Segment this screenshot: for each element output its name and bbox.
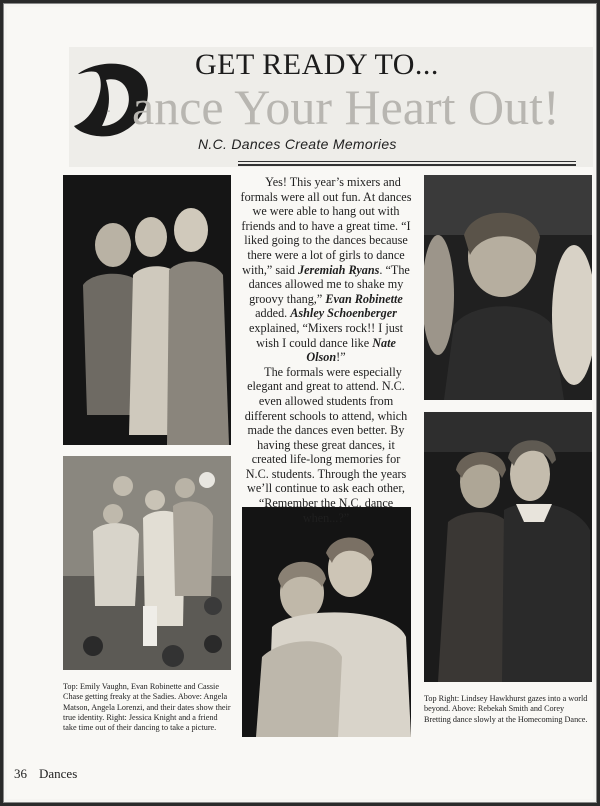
article-paragraph-1: Yes! This year’s mixers and formals were all out fun. At dances we were able to hang out with friends and to have a great time. “I liked going to the dances because there were a lot of girls to dance with,” said Jeremiah Ryans. “The dances allowed me to shake my groovy thang,” Evan Robinette added. Ashley Schoenberger explained, “Mixers rock!! I just wish I could dance like Nate Olson!”: [240, 175, 412, 365]
page-number: 36: [14, 766, 27, 781]
header-rule-thin: [238, 161, 576, 162]
section-name: Dances: [39, 766, 78, 781]
drop-cap-letter: D: [108, 111, 110, 113]
student-name: Evan Robinette: [325, 291, 403, 306]
caption-right: Top Right: Lindsey Hawkhurst gazes into a world beyond. Above: Rebekah Smith and Corey Bretting dance slowly at the Homecoming Dance.: [424, 694, 588, 724]
headline-line1: GET READY TO...: [195, 48, 439, 81]
photo-three-students: [63, 175, 231, 445]
student-name: Nate Olson: [306, 335, 396, 365]
photo-couple-hugging: [242, 507, 411, 737]
photo-girl-gazing: [424, 175, 592, 400]
photo-costumed-group: [63, 456, 231, 670]
page-footer: [14, 766, 89, 782]
student-name: Ashley Schoenberger: [290, 306, 397, 321]
student-name: Jeremiah Ryans: [298, 262, 380, 277]
headline-line2: ance Your Heart Out!: [132, 79, 560, 135]
article-paragraph-2: The formals were especially elegant and great to attend. N.C. even allowed students from different schools to attend, which made the dances even better. By having these great dances, it created life-long memories for N.C. students. Through the years we’ll continue to ask each other, “Remember the N.C. dance when...?”: [244, 364, 408, 525]
caption-left: Top: Emily Vaughn, Evan Robinette and Cassie Chase getting freaky at the Sadies. Above: Angela Matson, Angela Lorenzi, and their dates show their true identity. Right: Jessica Knight and a friend take time out of their dancing to take a picture.: [63, 682, 231, 733]
photo-slow-dance: [424, 412, 592, 682]
header-rule-thick: [238, 164, 576, 166]
article-body: [240, 175, 412, 525]
headline-subtitle: N.C. Dances Create Memories: [198, 136, 397, 152]
